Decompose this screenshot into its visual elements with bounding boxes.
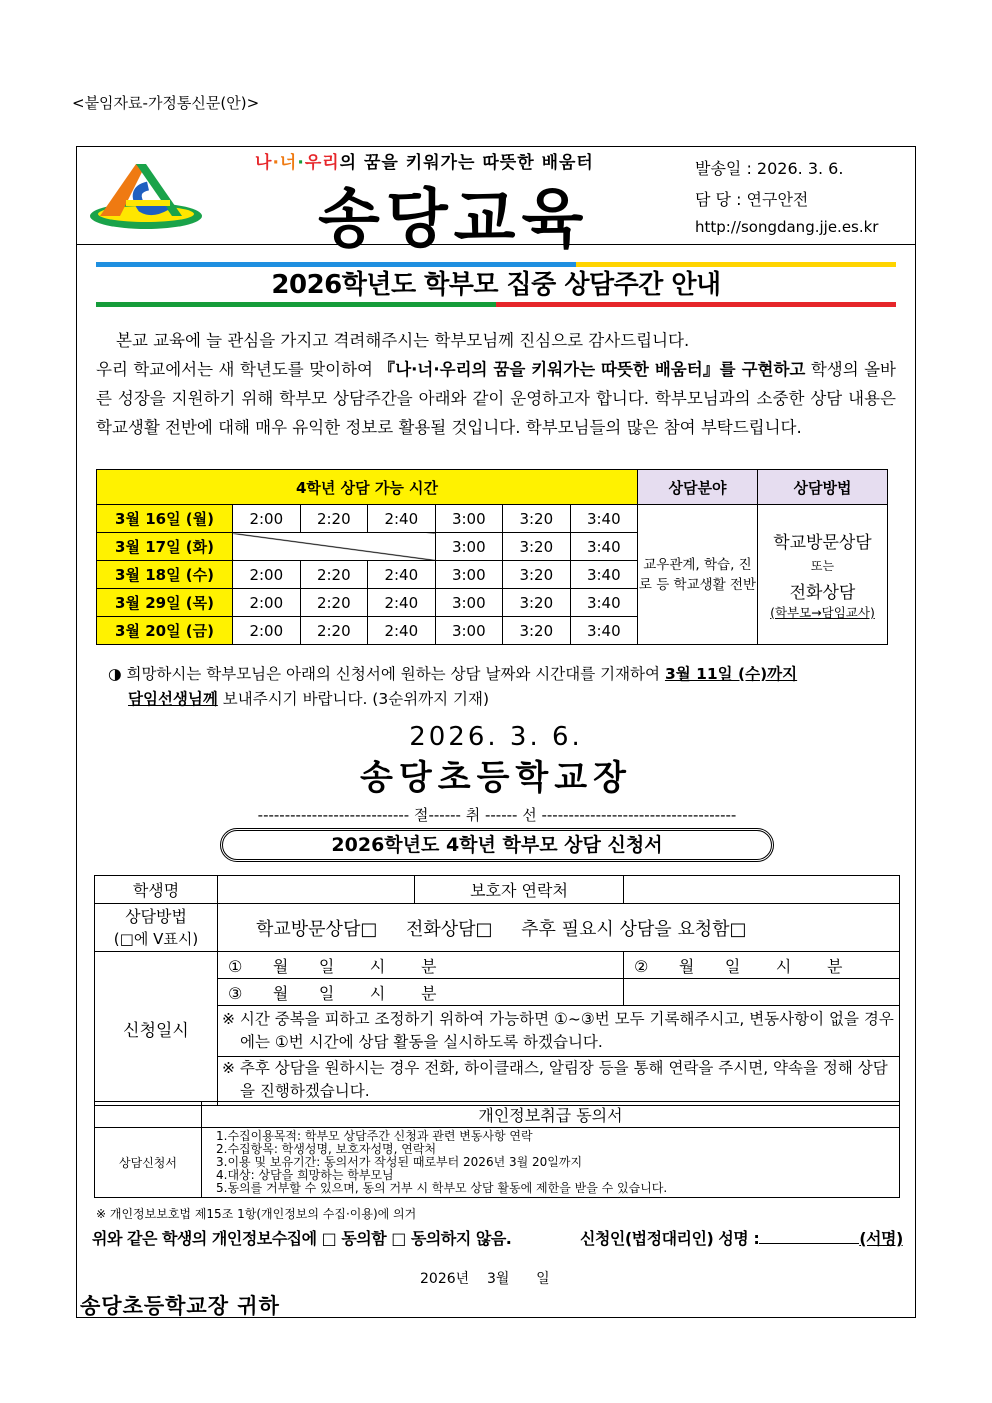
student-name-field[interactable] (218, 876, 415, 904)
counsel-method: 학교방문상담 또는 전화상담 (학부모→담임교사) (757, 505, 887, 645)
date-label: 신청일시 (95, 952, 218, 1106)
send-date: 발송일 : 2026. 3. 6. (695, 159, 844, 178)
counsel-field: 교우관계, 학습, 진로 등 학교생활 전반 (638, 505, 758, 645)
manager: 담 당 : 연구안전 (695, 190, 809, 209)
guardian-contact-label: 보호자 연락처 (415, 876, 624, 904)
intro-paragraph-2: 우리 학교에서는 새 학년도를 맞이하여 『나·너·우리의 꿈을 키워가는 따뜻한 배움터』를 구현하고 학생의 올바른 성장을 지원하기 위해 학부모 상담주간을 아래와 같이 운영하고자 합니다. 학부모님과의 소중한 상담 내용은 학교생활 전반에 대해 매우 유익한 정보로 활용될 것입니다. 학부모님들의 많은 참여 부탁드립니다. (96, 360, 896, 437)
consent-title: 개인정보취급 동의서 (202, 1102, 900, 1128)
footnote: ※ 개인정보보호법 제15조 1항(개인정보의 수집·이용)에 의거 (96, 1207, 417, 1221)
consent-row-label: 상담신청서 (95, 1128, 202, 1198)
application-title: 2026학년도 4학년 학부모 상담 신청서 (220, 828, 774, 862)
cut-line: ---------------------------- 절------ 취 ------ 선 ------------------------------------ (257, 806, 737, 824)
table-row: 3월 18일 (수) 2:00 2:20 2:40 3:00 3:20 3:40 (97, 561, 888, 589)
header-method: 상담방법 (757, 470, 887, 505)
table-row: 3월 17일 (화) 3:00 3:20 3:40 (97, 533, 888, 561)
student-name-label: 학생명 (95, 876, 218, 904)
principal-name: 송당초등학교장 (360, 758, 632, 798)
unavailable-slot (233, 533, 436, 561)
schedule-note-2: ※ 추후 상담을 원하시는 경우 전화, 하이클래스, 알림장 등을 통해 연락을 주시면, 약속을 정해 상담을 진행하겠습니다. (218, 1057, 900, 1106)
slot-2[interactable]: ② 월 일 시 분 (624, 952, 900, 979)
deadline: 3월 11일 (수)까지 (664, 665, 798, 683)
consent-items: 1.수집이용목적: 학부모 상담주간 신청과 관련 변동사항 연락 2.수집항목: 학생성명, 보호자성명, 연락처 3.이용 및 보유기간: 동의서가 작성된 때로부터 2026년 3월 20일까지 4.대상: 상담을 희망하는 학부모님 5.동의를 거부할 수 있으며, 동의 거부 시 학부모 상담 활동에 제한을 받을 수 있습니다. (202, 1128, 900, 1198)
application-form (94, 875, 900, 1106)
schedule-table (96, 469, 888, 645)
consent-agree[interactable]: 위와 같은 학생의 개인정보수집에 □ 동의함 □ 동의하지 않음. (92, 1229, 512, 1248)
issue-date: 2026. 3. 6. (409, 722, 583, 752)
document-title: 2026학년도 학부모 집중 상담주간 안내 (271, 270, 721, 300)
method-options[interactable]: 학교방문상담□ 전화상담□ 추후 필요시 상담을 요청함□ (218, 904, 900, 952)
signature-line[interactable]: 신청인(법정대리인) 성명 : (서명) (580, 1229, 903, 1248)
intro-text (96, 326, 896, 442)
school-logo-icon (86, 160, 206, 232)
header-field: 상담분야 (638, 470, 758, 505)
slot-3[interactable]: ③ 월 일 시 분 (218, 979, 624, 1006)
attachment-label: <붙임자료-가정통신문(안)> (72, 94, 260, 112)
half-circle-icon: ◑ (108, 665, 122, 683)
guardian-contact-field[interactable] (624, 876, 900, 904)
newsletter-title: 송당교육 (318, 183, 590, 257)
header-time: 4학년 상담 가능 시간 (97, 470, 638, 505)
submission-notice: ◑ 희망하시는 학부모님은 아래의 신청서에 원하는 상담 날짜와 시간대를 기재하여 3월 11일 (수)까지 담임선생님께 보내주시기 바랍니다. (3순위까지 기재) (108, 665, 798, 708)
application-date: 2026년 3월 일 (420, 1271, 550, 1287)
addressee: 송당초등학교장 귀하 (80, 1294, 280, 1318)
title-bottom-bar (96, 302, 896, 307)
table-row: 3월 16일 (월) 2:00 2:20 2:40 3:00 3:20 3:40 교우관계, 학습, 진로 등 학교생활 전반 학교방문상담 또는 전화상담 (학부모→담임교사) (97, 505, 888, 533)
table-row: 3월 29일 (목) 2:00 2:20 2:40 3:00 3:20 3:40 (97, 589, 888, 617)
consent-table (94, 1101, 900, 1198)
school-slogan: 나·너·우리의 꿈을 키워가는 따뜻한 배움터 (255, 153, 594, 173)
table-row: 3월 20일 (금) 2:00 2:20 2:40 3:00 3:20 3:40 (97, 617, 888, 645)
intro-line-1: 본교 교육에 늘 관심을 가지고 격려해주시는 학부모님께 진심으로 감사드립니다. (116, 331, 690, 350)
school-url[interactable]: http://songdang.jje.es.kr (695, 218, 879, 236)
method-label: 상담방법 (□에 V표시) (95, 904, 218, 952)
slot-1[interactable]: ① 월 일 시 분 (218, 952, 624, 979)
schedule-note-1: ※ 시간 중복을 피하고 조정하기 위하여 가능하면 ①~③번 모두 기록해주시고, 변동사항이 없을 경우에는 ①번 시간에 상담 활동을 실시하도록 하겠습니다. (218, 1006, 900, 1057)
